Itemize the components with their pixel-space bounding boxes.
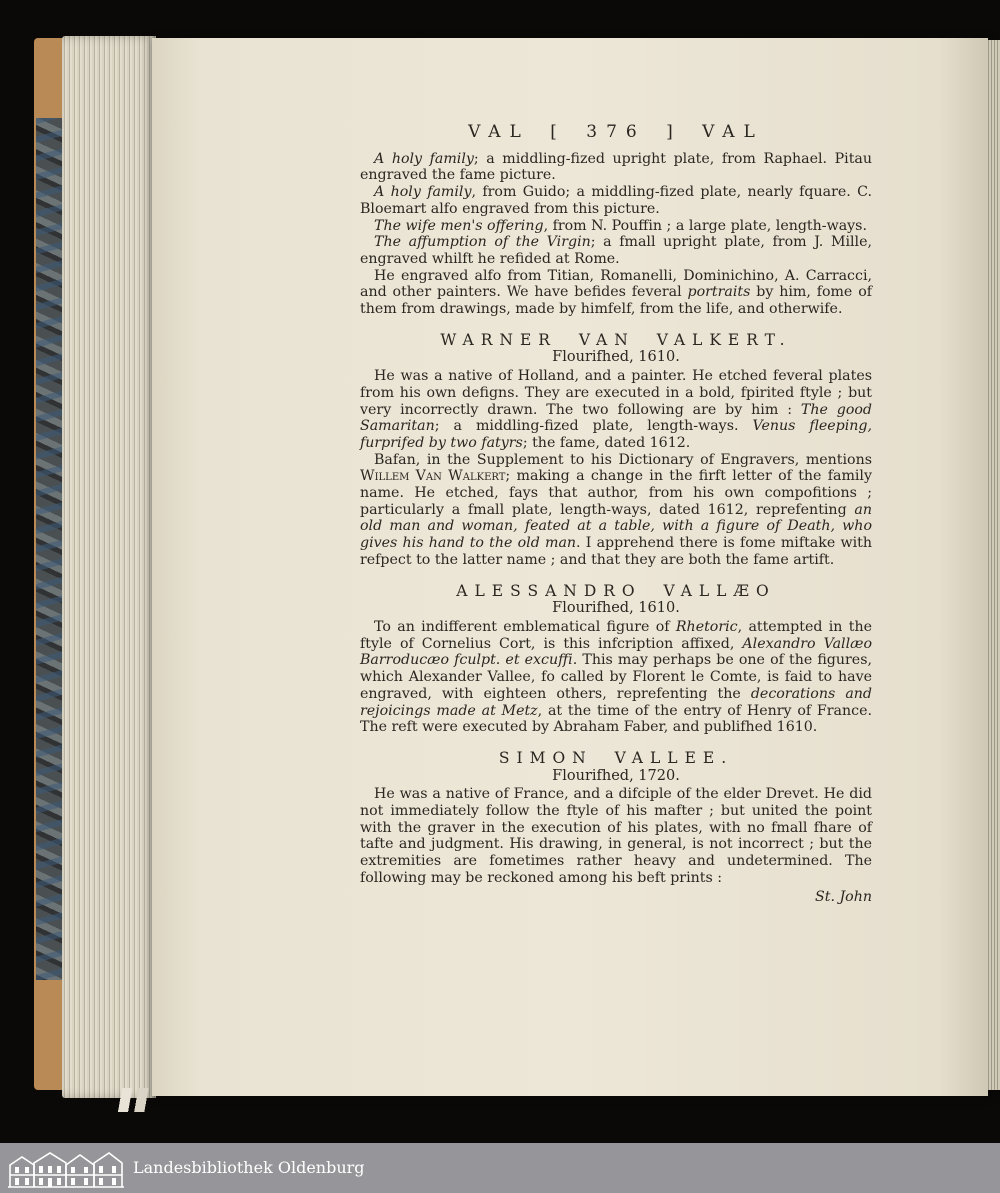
paragraph-text: ; the fame, dated 1612. [522,434,691,451]
paragraph-text: He engraved alfo from Titian, Romanelli, Dominichino, A. Carracci, and other painters. We have befides feveral [360,267,872,301]
page-text [360,124,872,905]
paragraph-text: , from Guido; a middling-fized plate, nearly fquare. C. Bloemart alfo engraved from this picture. [360,184,873,217]
flourished-date: Flourifhed, 1610. [552,349,680,366]
artwork-title: Rhetoric [675,618,738,635]
paragraph-text: Bafan, in the Supplement to his Dictionary of Engravers, mentions [374,451,872,468]
running-head: VAL [ 376 ] VAL [468,122,764,142]
paragraph [360,234,872,267]
paragraph-text: . I apprehend there is fome miftake with refpect to the latter name ; and that they are both the fame artift. [360,535,872,568]
paragraph: He was a native of France, and a difciple of the elder Drevet. He did not immediately follow the ftyle of his mafter ; but united the point with the graver in the execution of his plates, with no fmall fhare of tafte and judgment. His drawing, in general, is not incorrect ; but the extremities are fometimes rather heavy and undetermined. The following may be reckoned among his beft prints : [360,786,872,886]
artwork-title: A holy family [374,184,472,201]
artist-name: Willem Van Walkert [360,468,506,485]
artwork-title: Venus fleeping, furprifed by two fatyrs [360,418,872,451]
artist-heading: ALESSANDRO VALLÆO [456,581,776,600]
paragraph [360,268,872,318]
paragraph [360,452,872,569]
paragraph-text: , attempted in the ftyle of Cornelius Cort, is this infcription affixed, [360,618,872,652]
paragraph-text: ; a fmall upright plate, from J. Mille, engraved whilft he refided at Rome. [360,234,872,267]
catchword: St. John [815,888,872,905]
right-page-edges [986,40,1000,1090]
paragraph [360,368,872,452]
paragraph-text: To an indifferent emblematical figure of [374,618,676,635]
paragraph-text: ; making a change in the firft letter of the family name. He etched, fays that author, from his own compofitions ; particularly a fmall plate, length-ways, dated 1612, reprefenting [360,468,872,518]
artwork-title: A holy family [374,150,474,167]
artwork-title: decorations and rejoicings made at Metz [360,685,872,719]
artist-heading: SIMON VALLEE. [498,748,734,767]
paragraph-text: , from N. Pouffin ; a large plate, length-ways. [543,217,867,234]
flourished-date: Flourifhed, 1610. [552,600,680,617]
paragraph-text: by him, fome of them from drawings, made by himfelf, from the life, and otherwife. [360,284,872,318]
page-edges [62,36,156,1098]
paragraph-text: He was a native of Holland, and a painter. He etched feveral plates from his own defigns. They are executed in a bold, fpirited ftyle ; but very incorrectly drawn. The two following are by him : [360,368,872,418]
page-tabs [112,1088,160,1112]
paragraph [360,151,872,184]
library-footer [0,1143,1000,1193]
artwork-title: The wife men's offering [374,217,544,234]
artwork-title: an old man and woman, feated at a table, with a figure of Death, who gives his hand to the old man [360,501,872,552]
artwork-title: The affumption of the Virgin [374,234,591,251]
paragraph-text: ; a middling-fized plate, length-ways. [434,418,753,435]
paragraph-text: , at the time of the entry of Henry of France. The reft were executed by Abraham Faber, and publifhed 1610. [360,702,872,736]
inscription: Alexandro Vallæo Barroducæo fculpt. et excuffi [360,635,872,669]
library-name: Landesbibliothek Oldenburg [133,1158,365,1177]
paragraph [360,218,872,235]
paragraph-text: . This may perhaps be one of the figures, which Alexander Vallee, fo called by Florent le Comte, is faid to have engraved, with eighteen others, reprefenting the [360,652,872,702]
artwork-title: The good Samaritan [360,401,872,435]
paragraph [360,619,872,736]
library-building-icon [8,1147,124,1189]
flourished-date: Flourifhed, 1720. [552,767,680,784]
artist-heading: WARNER VAN VALKERT. [440,330,792,349]
paragraph-text: ; a middling-fized upright plate, from Raphael. Pitau engraved the fame picture. [360,150,873,184]
italic-term: portraits [687,284,751,301]
paragraph [360,184,872,217]
